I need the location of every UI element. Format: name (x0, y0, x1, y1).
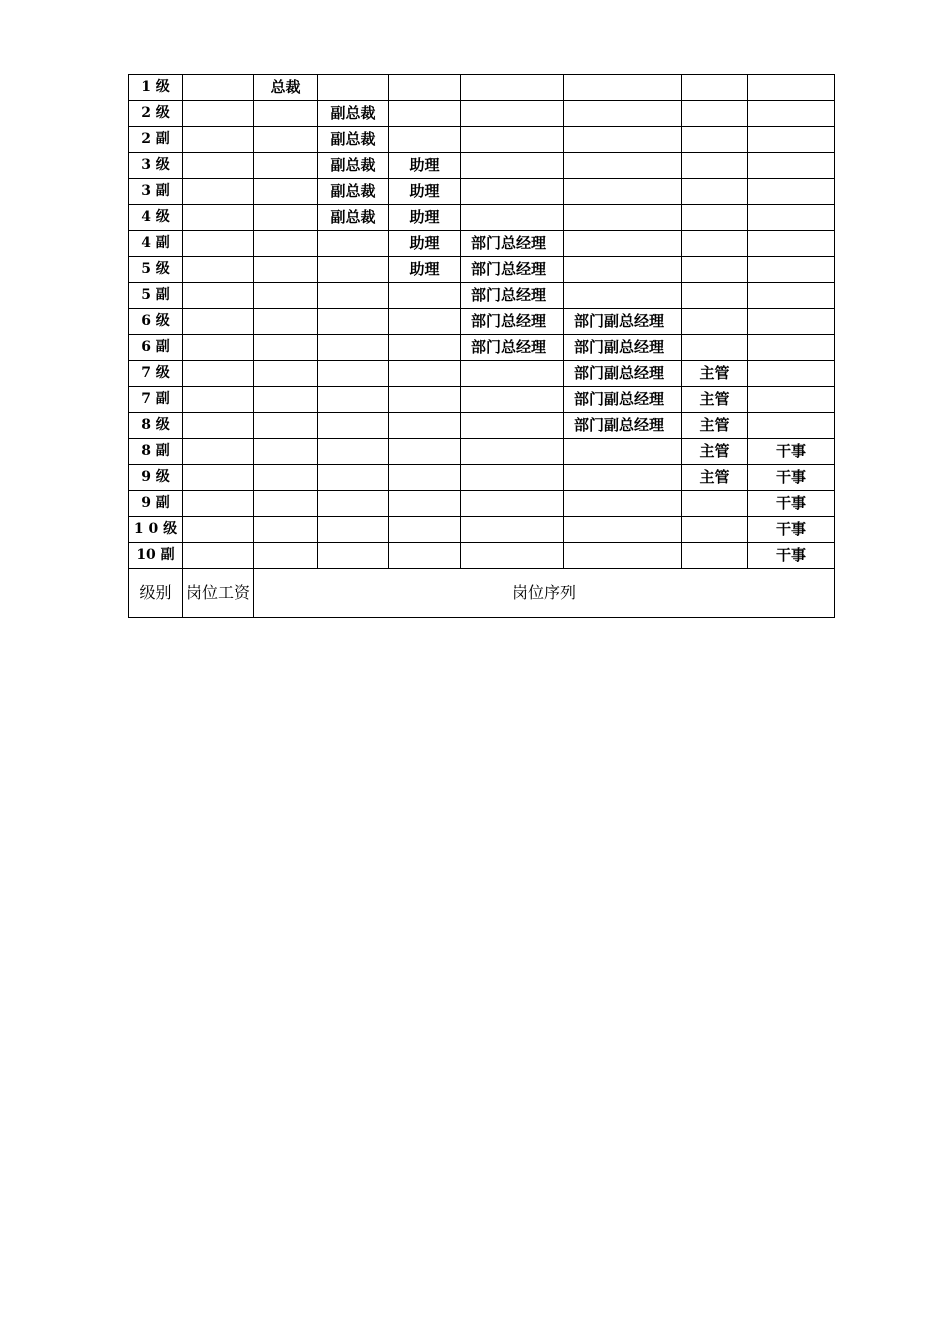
table-row (129, 127, 835, 153)
salary-header: 岗位工资 (183, 569, 254, 618)
department-gm-cell (461, 465, 564, 491)
supervisor-cell (682, 153, 748, 179)
table-row (129, 361, 835, 387)
assistant-cell (389, 517, 461, 543)
table-row (129, 231, 835, 257)
level-cell: 8 副 (129, 439, 183, 465)
clerk-cell (748, 205, 835, 231)
supervisor-cell (682, 257, 748, 283)
assistant-cell (389, 491, 461, 517)
level-cell: 2 级 (129, 101, 183, 127)
president-cell (254, 335, 318, 361)
clerk-cell (748, 361, 835, 387)
president-cell (254, 465, 318, 491)
department-gm-cell (461, 75, 564, 101)
clerk-cell (748, 101, 835, 127)
salary-cell (183, 179, 254, 205)
clerk-cell (748, 231, 835, 257)
vice-president-cell (318, 283, 389, 309)
supervisor-cell (682, 309, 748, 335)
president-cell: 总裁 (254, 75, 318, 101)
department-deputy-gm-cell (564, 75, 682, 101)
supervisor-cell (682, 127, 748, 153)
department-gm-cell (461, 361, 564, 387)
salary-cell (183, 465, 254, 491)
department-gm-cell (461, 387, 564, 413)
salary-cell (183, 309, 254, 335)
president-cell (254, 179, 318, 205)
department-gm-cell: 部门总经理 (461, 257, 564, 283)
department-gm-cell (461, 413, 564, 439)
president-cell (254, 361, 318, 387)
level-cell: 1 级 (129, 75, 183, 101)
salary-cell (183, 75, 254, 101)
vice-president-cell (318, 491, 389, 517)
salary-cell (183, 517, 254, 543)
table-row (129, 309, 835, 335)
vice-president-cell (318, 387, 389, 413)
assistant-cell: 助理 (389, 231, 461, 257)
table-row (129, 465, 835, 491)
salary-cell (183, 543, 254, 569)
department-gm-cell (461, 439, 564, 465)
salary-cell (183, 491, 254, 517)
supervisor-cell: 主管 (682, 413, 748, 439)
table-row (129, 543, 835, 569)
level-cell: 7 副 (129, 387, 183, 413)
salary-cell (183, 231, 254, 257)
vice-president-cell (318, 335, 389, 361)
department-gm-cell (461, 127, 564, 153)
clerk-cell (748, 413, 835, 439)
vice-president-cell (318, 517, 389, 543)
supervisor-cell: 主管 (682, 387, 748, 413)
table-footer-row (129, 569, 835, 618)
assistant-cell: 助理 (389, 257, 461, 283)
department-deputy-gm-cell: 部门副总经理 (564, 335, 682, 361)
clerk-cell: 干事 (748, 439, 835, 465)
assistant-cell (389, 361, 461, 387)
salary-cell (183, 387, 254, 413)
assistant-cell (389, 387, 461, 413)
vice-president-cell (318, 465, 389, 491)
supervisor-cell (682, 491, 748, 517)
department-deputy-gm-cell (564, 101, 682, 127)
assistant-cell: 助理 (389, 205, 461, 231)
supervisor-cell (682, 335, 748, 361)
department-gm-cell (461, 153, 564, 179)
clerk-cell (748, 153, 835, 179)
assistant-cell (389, 101, 461, 127)
department-deputy-gm-cell (564, 179, 682, 205)
salary-cell (183, 283, 254, 309)
supervisor-cell: 主管 (682, 361, 748, 387)
level-cell: 4 级 (129, 205, 183, 231)
department-gm-cell (461, 101, 564, 127)
level-cell: 5 副 (129, 283, 183, 309)
clerk-cell (748, 283, 835, 309)
department-gm-cell (461, 491, 564, 517)
level-cell: 3 副 (129, 179, 183, 205)
assistant-cell (389, 75, 461, 101)
clerk-cell (748, 335, 835, 361)
president-cell (254, 153, 318, 179)
vice-president-cell: 副总裁 (318, 127, 389, 153)
clerk-cell (748, 309, 835, 335)
department-deputy-gm-cell: 部门副总经理 (564, 387, 682, 413)
supervisor-cell: 主管 (682, 465, 748, 491)
president-cell (254, 127, 318, 153)
sequence-header: 岗位序列 (254, 569, 835, 618)
president-cell (254, 309, 318, 335)
clerk-cell: 干事 (748, 491, 835, 517)
assistant-cell (389, 127, 461, 153)
level-cell: 1 0 级 (129, 517, 183, 543)
supervisor-cell (682, 283, 748, 309)
level-cell: 6 副 (129, 335, 183, 361)
supervisor-cell: 主管 (682, 439, 748, 465)
assistant-cell (389, 413, 461, 439)
clerk-cell (748, 387, 835, 413)
assistant-cell (389, 439, 461, 465)
assistant-cell: 助理 (389, 179, 461, 205)
department-gm-cell (461, 205, 564, 231)
assistant-cell (389, 335, 461, 361)
table-row (129, 413, 835, 439)
level-cell: 4 副 (129, 231, 183, 257)
president-cell (254, 101, 318, 127)
department-deputy-gm-cell (564, 205, 682, 231)
salary-cell (183, 101, 254, 127)
department-deputy-gm-cell (564, 517, 682, 543)
grade-table-container (128, 74, 835, 618)
clerk-cell: 干事 (748, 543, 835, 569)
table-row (129, 387, 835, 413)
department-deputy-gm-cell (564, 257, 682, 283)
supervisor-cell (682, 101, 748, 127)
level-cell: 8 级 (129, 413, 183, 439)
vice-president-cell (318, 75, 389, 101)
assistant-cell (389, 465, 461, 491)
salary-cell (183, 153, 254, 179)
department-deputy-gm-cell: 部门副总经理 (564, 361, 682, 387)
table-row (129, 75, 835, 101)
department-deputy-gm-cell (564, 543, 682, 569)
assistant-cell (389, 283, 461, 309)
supervisor-cell (682, 231, 748, 257)
salary-cell (183, 257, 254, 283)
table-row (129, 101, 835, 127)
table-body (129, 75, 835, 569)
president-cell (254, 387, 318, 413)
department-deputy-gm-cell: 部门副总经理 (564, 309, 682, 335)
vice-president-cell (318, 543, 389, 569)
department-gm-cell: 部门总经理 (461, 283, 564, 309)
department-gm-cell: 部门总经理 (461, 231, 564, 257)
level-cell: 2 副 (129, 127, 183, 153)
supervisor-cell (682, 205, 748, 231)
department-deputy-gm-cell: 部门副总经理 (564, 413, 682, 439)
clerk-cell: 干事 (748, 517, 835, 543)
level-cell: 3 级 (129, 153, 183, 179)
president-cell (254, 439, 318, 465)
president-cell (254, 543, 318, 569)
vice-president-cell (318, 439, 389, 465)
table-row (129, 491, 835, 517)
salary-cell (183, 361, 254, 387)
level-cell: 10 副 (129, 543, 183, 569)
vice-president-cell (318, 361, 389, 387)
department-deputy-gm-cell (564, 439, 682, 465)
department-gm-cell (461, 179, 564, 205)
assistant-cell: 助理 (389, 153, 461, 179)
department-deputy-gm-cell (564, 491, 682, 517)
supervisor-cell (682, 75, 748, 101)
salary-cell (183, 127, 254, 153)
assistant-cell (389, 309, 461, 335)
president-cell (254, 283, 318, 309)
department-gm-cell (461, 543, 564, 569)
salary-cell (183, 413, 254, 439)
clerk-cell (748, 127, 835, 153)
department-deputy-gm-cell (564, 127, 682, 153)
level-cell: 5 级 (129, 257, 183, 283)
president-cell (254, 231, 318, 257)
salary-cell (183, 439, 254, 465)
table-row (129, 179, 835, 205)
level-cell: 7 级 (129, 361, 183, 387)
salary-cell (183, 335, 254, 361)
department-deputy-gm-cell (564, 283, 682, 309)
level-cell: 6 级 (129, 309, 183, 335)
level-cell: 9 副 (129, 491, 183, 517)
salary-cell (183, 205, 254, 231)
table-row (129, 439, 835, 465)
vice-president-cell: 副总裁 (318, 205, 389, 231)
clerk-cell (748, 257, 835, 283)
level-header: 级别 (129, 569, 183, 618)
table-row (129, 517, 835, 543)
department-deputy-gm-cell (564, 231, 682, 257)
table-row (129, 153, 835, 179)
supervisor-cell (682, 179, 748, 205)
table-row (129, 283, 835, 309)
vice-president-cell: 副总裁 (318, 101, 389, 127)
clerk-cell: 干事 (748, 465, 835, 491)
table-row (129, 335, 835, 361)
president-cell (254, 491, 318, 517)
vice-president-cell (318, 309, 389, 335)
table-row (129, 257, 835, 283)
vice-president-cell: 副总裁 (318, 153, 389, 179)
department-gm-cell: 部门总经理 (461, 309, 564, 335)
president-cell (254, 205, 318, 231)
level-cell: 9 级 (129, 465, 183, 491)
president-cell (254, 257, 318, 283)
department-deputy-gm-cell (564, 465, 682, 491)
grade-table (128, 74, 835, 618)
vice-president-cell (318, 257, 389, 283)
department-gm-cell: 部门总经理 (461, 335, 564, 361)
supervisor-cell (682, 517, 748, 543)
table-row (129, 205, 835, 231)
president-cell (254, 517, 318, 543)
department-deputy-gm-cell (564, 153, 682, 179)
vice-president-cell (318, 413, 389, 439)
clerk-cell (748, 75, 835, 101)
assistant-cell (389, 543, 461, 569)
supervisor-cell (682, 543, 748, 569)
department-gm-cell (461, 517, 564, 543)
vice-president-cell (318, 231, 389, 257)
clerk-cell (748, 179, 835, 205)
president-cell (254, 413, 318, 439)
vice-president-cell: 副总裁 (318, 179, 389, 205)
